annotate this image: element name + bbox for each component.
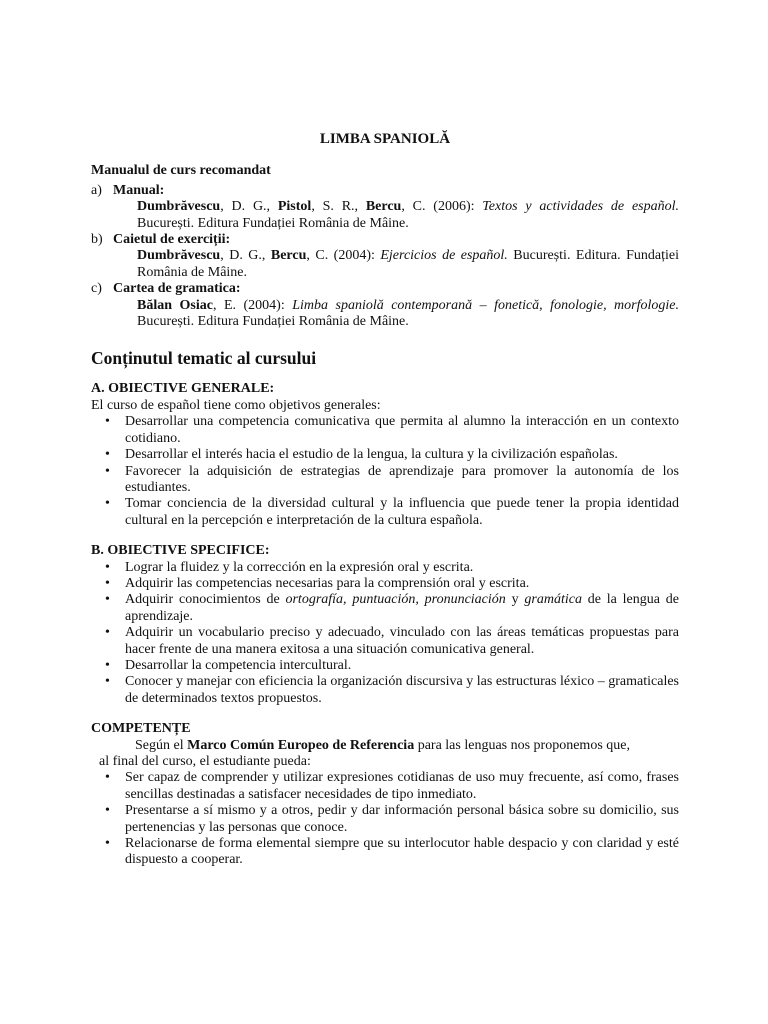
reference-letter: a)	[91, 182, 102, 198]
list-item: • Favorecer la adquisición de estrategias de aprendizaje para promover la autonomía de los estudiantes.	[91, 464, 679, 497]
list-item	[91, 625, 679, 658]
text-run: de la lengua de aprendizaje.	[125, 592, 680, 624]
text-run: Desarrollar la competencia intercultural.	[125, 657, 352, 673]
text-run: Adquirir las competencias necesarias para la comprensión oral y escrita.	[125, 575, 530, 591]
reference-label: Caietul de exerciții:	[113, 232, 231, 248]
list-item: • Desarrollar una competencia comunicativa que permita al alumno la interacción en un contexto cotidiano.	[91, 414, 679, 447]
text-run: Lograr la fluidez y la corrección en la expresión oral y escrita.	[125, 559, 474, 575]
text-run: , C. (2006):	[401, 199, 483, 215]
text-run: para las lenguas nos proponemos que,	[414, 737, 630, 753]
text-run: y	[505, 592, 525, 608]
reference-label: Manual:	[113, 182, 165, 198]
specific-objectives-list	[91, 560, 679, 708]
document-title: LIMBA SPANIOLĂ	[319, 131, 451, 147]
section-title: A. OBIECTIVE GENERALE:	[91, 381, 275, 397]
bold-run: Bercu	[365, 199, 402, 215]
italic-run: Ejercicios de español.	[380, 248, 508, 264]
manual-heading: Manualul de curs recomandat	[91, 163, 271, 179]
bold-run: Bălan Osiac	[137, 297, 213, 313]
reference-text	[137, 248, 679, 281]
list-item: • Relacionarse de forma elemental siempre que su interlocutor hable despacio y con claridad y esté dispuesto a cooperar.	[91, 836, 679, 869]
reference-text	[137, 199, 679, 232]
reference-text	[137, 298, 679, 331]
text-run: București. Editura Fundației România de Mâine.	[137, 215, 409, 231]
section-specific-objectives	[91, 543, 679, 707]
list-item	[91, 658, 679, 674]
section-general-objectives	[91, 381, 679, 529]
text-run: , D. G.,	[220, 199, 278, 215]
list-item: • Tomar conciencia de la diversidad cultural y la influencia que puede tener la propia identidad cultural en la percepción e interpretación de la cultura española.	[91, 496, 679, 529]
text-run: , D. G.,	[220, 248, 271, 264]
competences-list	[91, 770, 679, 868]
italic-run: ortografía, puntuación, pronunciación	[285, 592, 506, 608]
section-intro: El curso de español tiene como objetivos generales:	[91, 397, 381, 413]
list-item	[91, 674, 679, 707]
list-item: • Desarrollar el interés hacia el estudio de la lengua, la cultura y la civilización españolas.	[91, 447, 679, 463]
bold-run: Dumbrăvescu	[137, 199, 221, 215]
text-run: București. Editura Fundației România de Mâine.	[137, 314, 409, 330]
list-item	[91, 576, 679, 592]
reference-workbook	[91, 232, 679, 281]
text-run: Adquirir un vocabulario preciso y adecuado, vinculado con las áreas temáticas propuestas para hacer frente de una manera exitosa a una situación comunicativa general.	[125, 625, 679, 657]
text-run: , S. R.,	[311, 199, 366, 215]
bold-run: Marco Común Europeo de Referencia	[187, 737, 415, 753]
text-run: Según el	[135, 737, 188, 753]
list-item	[91, 560, 679, 576]
section-title: B. OBIECTIVE SPECIFICE:	[91, 543, 270, 559]
content-heading: Conținutul tematic al cursului	[91, 348, 317, 369]
text-run: Adquirir conocimientos de	[125, 592, 286, 608]
reference-grammar	[91, 281, 679, 330]
bold-run: Pistol	[277, 199, 312, 215]
list-item	[91, 592, 679, 625]
bold-run: Bercu	[270, 248, 307, 264]
reference-label: Cartea de gramatica:	[113, 281, 241, 297]
text-run: , E. (2004):	[212, 297, 293, 313]
reference-letter: b)	[91, 232, 103, 248]
text-run: , C. (2004):	[306, 248, 381, 264]
text-run: Conocer y manejar con eficiencia la organización discursiva y las estructuras léxico – gramaticales de determinados textos propuestos.	[125, 674, 679, 706]
list-item: • Ser capaz de comprender y utilizar expresiones cotidianas de uso muy frecuente, así como, frases sencillas destinadas a satisfacer necesidades de tipo inmediato.	[91, 770, 679, 803]
competence-intro-continued: al final del curso, el estudiante pueda:	[99, 754, 311, 769]
section-title: COMPETENȚE	[91, 721, 191, 737]
italic-run: gramática	[524, 592, 582, 608]
italic-run: Limba spaniolă contemporană – fonetică, fonologie, morfologie.	[292, 297, 680, 313]
reference-list	[91, 183, 679, 331]
section-competences	[91, 721, 679, 869]
list-item: • Presentarse a sí mismo y a otros, pedir y dar información personal básica sobre su domicilio, sus pertenencias y las personas que conoce.	[91, 803, 679, 836]
italic-run: Textos y actividades de español.	[482, 199, 679, 215]
general-objectives-list	[91, 414, 679, 529]
competence-intro	[91, 738, 679, 754]
document-body	[91, 131, 679, 869]
text-run: București. Editura. Fundației România de Mâine.	[137, 248, 679, 280]
reference-manual	[91, 183, 679, 232]
reference-letter: c)	[91, 281, 102, 297]
bold-run: Dumbrăvescu	[137, 248, 221, 264]
